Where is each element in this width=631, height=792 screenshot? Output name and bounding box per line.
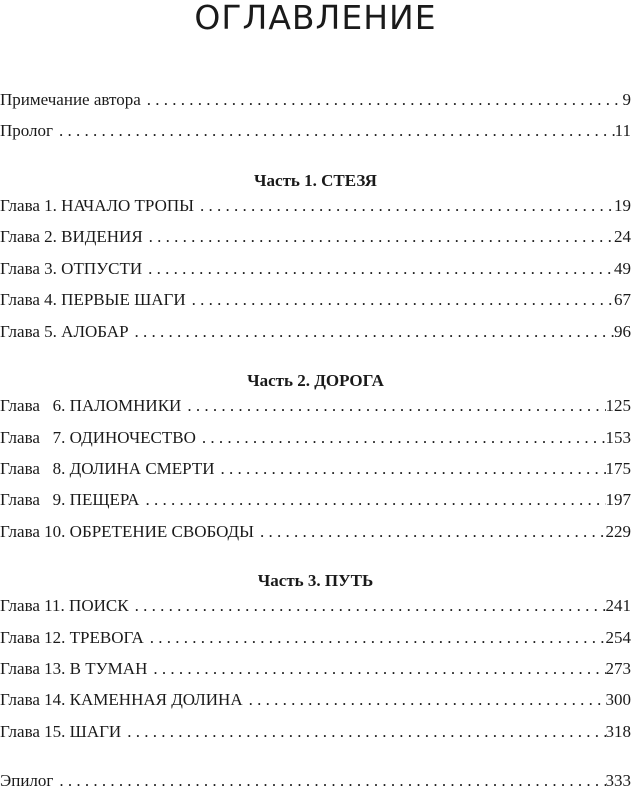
toc-entry-label: Глава 2. ВИДЕНИЯ — [0, 226, 143, 248]
toc-entry-label: Глава 12. ТРЕВОГА — [0, 627, 144, 649]
toc-entry-page: 96 — [614, 321, 631, 343]
dot-leader — [243, 689, 606, 711]
toc-entry-page: 153 — [606, 427, 631, 449]
toc-entry-chapter[interactable] — [0, 689, 631, 711]
dot-leader — [181, 395, 605, 417]
dot-leader — [144, 627, 606, 649]
toc-entry-page: 11 — [615, 120, 631, 142]
dot-leader — [147, 658, 605, 680]
dot-leader — [254, 521, 606, 543]
toc-entry-label: Глава 5. АЛОБАР — [0, 321, 129, 343]
toc-entry-chapter[interactable] — [0, 595, 631, 617]
part-heading: Часть 3. ПУТЬ — [0, 570, 631, 592]
toc-entry-page: 24 — [614, 226, 631, 248]
toc-entry-chapter[interactable] — [0, 427, 631, 449]
toc-entry-label: Глава 13. В ТУМАН — [0, 658, 147, 680]
dot-leader — [129, 321, 614, 343]
toc-entry-label: Глава 15. ШАГИ — [0, 721, 121, 743]
toc-entry-page: 125 — [606, 395, 631, 417]
toc-entry-label: Глава 9. ПЕЩЕРА — [0, 489, 139, 511]
toc-entry-chapter[interactable] — [0, 627, 631, 649]
part-heading: Часть 1. СТЕЗЯ — [0, 170, 631, 192]
dot-leader — [194, 195, 614, 217]
dot-leader — [214, 458, 605, 480]
dot-leader — [53, 770, 605, 792]
toc-entry-chapter[interactable] — [0, 489, 631, 511]
toc-entry-page: 254 — [606, 627, 631, 649]
toc-entry-prologue[interactable] — [0, 120, 631, 142]
toc-entry-page: 318 — [606, 721, 631, 743]
toc-entry-label: Глава 10. ОБРЕТЕНИЕ СВОБОДЫ — [0, 521, 254, 543]
toc-entry-chapter[interactable] — [0, 658, 631, 680]
toc-entry-chapter[interactable] — [0, 521, 631, 543]
page-title: ОГЛАВЛЕНИЕ — [0, 0, 631, 38]
toc-entry-page: 175 — [606, 458, 631, 480]
toc-entry-label: Эпилог — [0, 770, 53, 792]
toc-entry-page: 9 — [623, 89, 631, 111]
toc-entry-page: 229 — [606, 521, 631, 543]
dot-leader — [121, 721, 605, 743]
toc-entry-chapter[interactable] — [0, 458, 631, 480]
dot-leader — [139, 489, 605, 511]
toc-entry-chapter[interactable] — [0, 258, 631, 280]
toc-entry-page: 67 — [614, 289, 631, 311]
toc-entry-page: 241 — [606, 595, 631, 617]
toc-entry-chapter[interactable] — [0, 195, 631, 217]
dot-leader — [143, 226, 614, 248]
toc-entry-epilogue[interactable] — [0, 770, 631, 792]
toc-entry-label: Примечание автора — [0, 89, 141, 111]
toc-entry-label: Глава 14. КАМЕННАЯ ДОЛИНА — [0, 689, 243, 711]
dot-leader — [186, 289, 614, 311]
dot-leader — [142, 258, 614, 280]
toc-entry-chapter[interactable] — [0, 395, 631, 417]
toc-entry-chapter[interactable] — [0, 289, 631, 311]
toc-entry-page: 333 — [606, 770, 631, 792]
toc-entry-page: 300 — [606, 689, 631, 711]
part-heading: Часть 2. ДОРОГА — [0, 370, 631, 392]
dot-leader — [53, 120, 615, 142]
toc-entry-label: Глава 1. НАЧАЛО ТРОПЫ — [0, 195, 194, 217]
toc-entry-page: 197 — [606, 489, 631, 511]
toc-entry-chapter[interactable] — [0, 226, 631, 248]
toc-entry-label: Глава 3. ОТПУСТИ — [0, 258, 142, 280]
toc-entry-chapter[interactable] — [0, 321, 631, 343]
toc-entry-chapter[interactable] — [0, 721, 631, 743]
toc-entry-page: 49 — [614, 258, 631, 280]
toc-entry-page: 19 — [614, 195, 631, 217]
toc-entry-label: Глава 8. ДОЛИНА СМЕРТИ — [0, 458, 214, 480]
toc-entry-label: Пролог — [0, 120, 53, 142]
toc-entry-label: Глава 11. ПОИСК — [0, 595, 129, 617]
toc-entry-label: Глава 6. ПАЛОМНИКИ — [0, 395, 181, 417]
dot-leader — [129, 595, 606, 617]
toc-entry-page: 273 — [606, 658, 631, 680]
dot-leader — [141, 89, 623, 111]
dot-leader — [196, 427, 606, 449]
toc-entry-label: Глава 4. ПЕРВЫЕ ШАГИ — [0, 289, 186, 311]
toc-entry-author-note[interactable] — [0, 89, 631, 111]
toc-entry-label: Глава 7. ОДИНОЧЕСТВО — [0, 427, 196, 449]
